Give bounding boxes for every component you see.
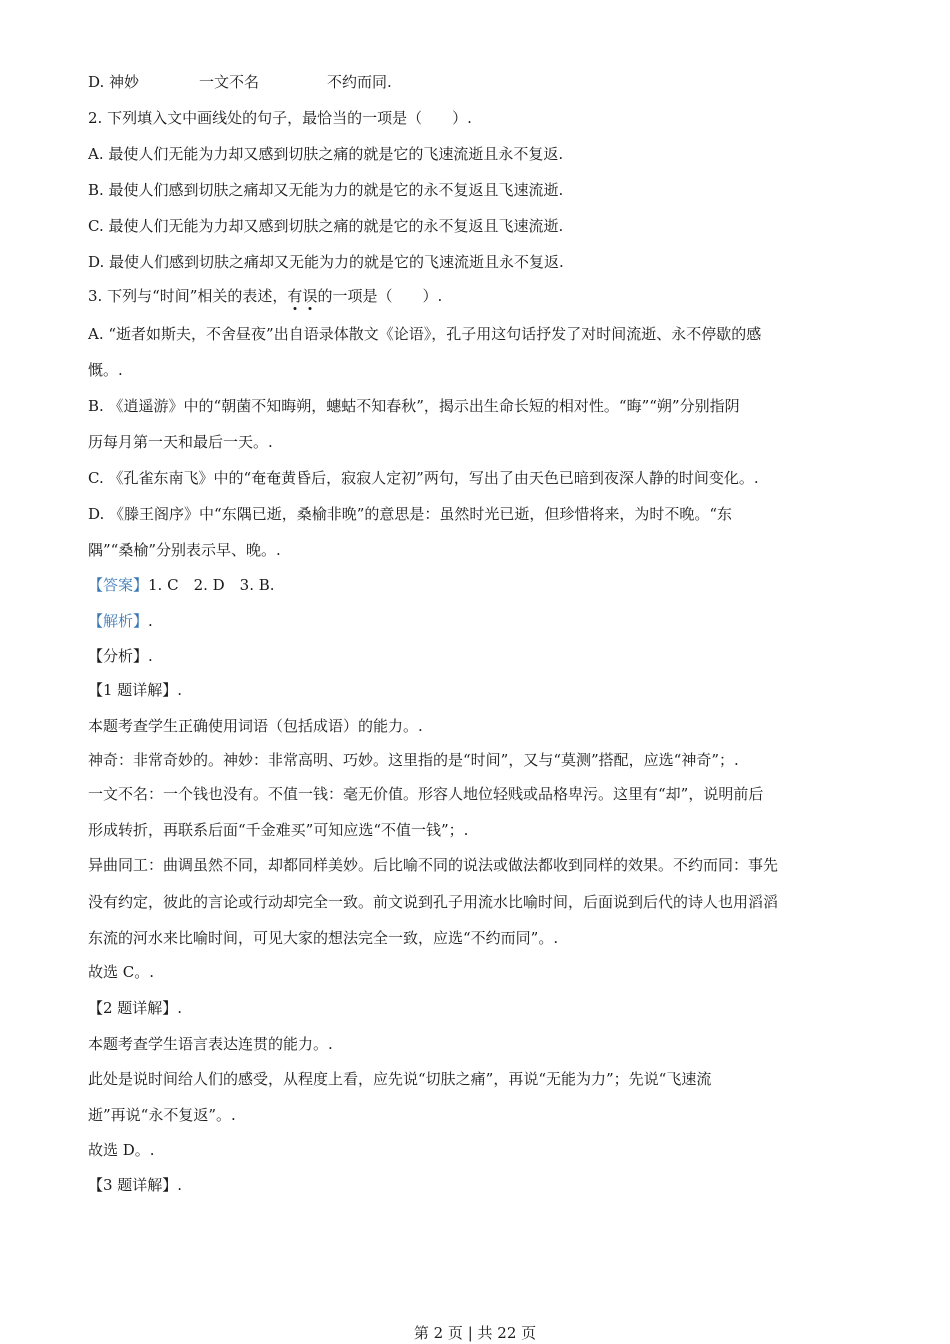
q1-option-d xyxy=(88,72,392,92)
analysis-tail: . xyxy=(148,612,153,630)
q3-option-a-line1: A. “逝者如斯夫，不舍昼夜”出自语录体散文《论语》，孔子用这句话抒发了对时间流逝、永不停歇的感 xyxy=(88,325,762,343)
detail2-line: 逝”再说“永不复返”。. xyxy=(88,1106,236,1124)
detail2-line: 故选 D。. xyxy=(88,1141,155,1159)
detail1-line: 异曲同工：曲调虽然不同，却都同样美妙。后比喻不同的说法或做法都收到同样的效果。不约而同：事先 xyxy=(88,856,779,874)
q1-option-d-word3: 不约而同. xyxy=(327,73,392,91)
analysis-line xyxy=(88,611,153,631)
q3-stem-emphasis-2: 误 xyxy=(302,287,318,305)
q2-option-c: C. 最使人们无能为力却又感到切肤之痛的就是它的永不复返且飞速流逝. xyxy=(88,217,564,235)
q3-stem xyxy=(88,286,442,306)
q1-option-d-label: D. 神妙 xyxy=(88,73,140,91)
q3-stem-emphasis-1: 有 xyxy=(287,287,303,305)
detail1-line: 形成转折，再联系后面“千金难买”可知应选“不值一钱”；. xyxy=(88,821,469,839)
q3-stem-after: 的一项是（ ）. xyxy=(317,287,443,305)
q2-stem: 2. 下列填入文中画线处的句子，最恰当的一项是（ ）. xyxy=(88,109,472,127)
detail1-line: 神奇：非常奇妙的。神妙：非常高明、巧妙。这里指的是“时间”，又与“莫测”搭配，应选“神奇”；. xyxy=(88,751,739,769)
detail2-line: 本题考查学生语言表达连贯的能力。. xyxy=(88,1035,333,1053)
detail2-line: 此处是说时间给人们的感受，从程度上看，应先说“切肤之痛”，再说“无能为力”；先说“飞速流 xyxy=(88,1070,712,1088)
answer-text: 1. C 2. D 3. B. xyxy=(148,576,275,594)
fenxi-heading: 【分析】. xyxy=(88,647,153,665)
q3-option-d-line2: 隅”“桑榆”分别表示早、晚。. xyxy=(88,541,281,559)
analysis-label: 【解析】 xyxy=(88,612,149,630)
detail1-line: 一文不名：一个钱也没有。不值一钱：毫无价值。形容人地位轻贱或品格卑污。这里有“却”，说明前后 xyxy=(88,785,764,803)
q2-option-a: A. 最使人们无能为力却又感到切肤之痛的就是它的飞速流逝且永不复返. xyxy=(88,145,564,163)
q2-option-b: B. 最使人们感到切肤之痛却又无能为力的就是它的永不复返且飞速流逝. xyxy=(88,181,564,199)
detail1-heading: 【1 题详解】. xyxy=(88,681,183,699)
q3-option-a-line2: 慨。. xyxy=(88,361,123,379)
q1-option-d-word2: 一文不名 xyxy=(199,73,260,91)
detail1-line: 没有约定，彼此的言论或行动却完全一致。前文说到孔子用流水比喻时间，后面说到后代的诗人也用滔滔 xyxy=(88,893,779,911)
answer-line xyxy=(88,575,275,595)
q3-option-d-line1: D. 《滕王阁序》中“东隅已逝，桑榆非晚”的意思是：虽然时光已逝，但珍惜将来，为时不晚。“东 xyxy=(88,505,733,523)
q3-stem-before: 3. 下列与“时间”相关的表述， xyxy=(88,287,288,305)
detail1-line: 本题考查学生正确使用词语（包括成语）的能力。. xyxy=(88,717,423,735)
detail3-heading: 【3 题详解】. xyxy=(88,1176,183,1194)
q3-option-b-line2: 历每月第一天和最后一天。. xyxy=(88,433,273,451)
detail2-heading: 【2 题详解】. xyxy=(88,999,183,1017)
detail1-line: 东流的河水来比喻时间，可见大家的想法完全一致，应选“不约而同”。. xyxy=(88,929,559,947)
page-footer: 第 2 页 | 共 22 页 xyxy=(413,1324,537,1342)
q3-option-c: C. 《孔雀东南飞》中的“奄奄黄昏后，寂寂人定初”两句，写出了由天色已暗到夜深人静的时间变化。. xyxy=(88,469,759,487)
detail1-line: 故选 C。. xyxy=(88,963,155,981)
answer-label: 【答案】 xyxy=(88,576,149,594)
q2-option-d: D. 最使人们感到切肤之痛却又无能为力的就是它的飞速流逝且永不复返. xyxy=(88,253,564,271)
q3-option-b-line1: B. 《逍遥游》中的“朝菌不知晦朔，蟪蛄不知春秋”，揭示出生命长短的相对性。“晦”“朔”分别指阴 xyxy=(88,397,740,415)
